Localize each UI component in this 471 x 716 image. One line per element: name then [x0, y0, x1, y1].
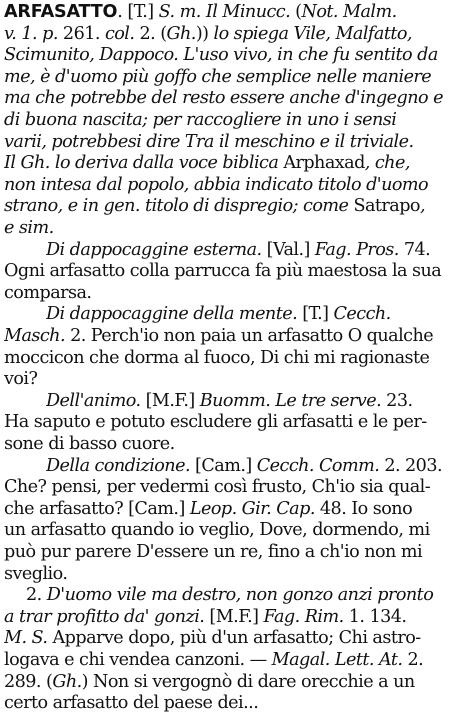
- roman-text: 2. (: [139, 23, 167, 44]
- entry-line: [4, 174, 467, 197]
- italic-text: Di dappocaggine della mente.: [46, 304, 303, 325]
- entry-line: [4, 627, 467, 650]
- italic-text: Masch.: [4, 326, 71, 346]
- roman-text: Satrapo: [353, 196, 420, 217]
- entry-line: [4, 282, 467, 305]
- roman-text: [Cam.]: [195, 455, 257, 476]
- entry-line: [4, 519, 467, 542]
- entry-line: [46, 455, 467, 478]
- italic-text: S. m. Il Minucc.: [158, 2, 296, 22]
- italic-text: Magal. Lett. At.: [271, 650, 408, 670]
- roman-text: certo arfasatto del paese dei...: [4, 693, 259, 714]
- italic-text: Fag. Pros.: [314, 239, 404, 260]
- roman-text: 2. Perch'io non paia un arfasatto O qualche: [70, 326, 434, 346]
- roman-text: può pur parere D'essere un re, fino a ch'io non mi: [4, 542, 423, 562]
- roman-text: Arphaxad: [283, 153, 365, 174]
- entry-line: [4, 131, 467, 154]
- roman-text: un arfasatto quando io veglio, Dove, dormendo, mi: [4, 520, 430, 541]
- italic-text: M. S.: [4, 628, 53, 649]
- italic-text: non intesa dal popolo, abbia indicato titolo d'uomo: [4, 174, 429, 195]
- roman-text: )): [195, 23, 214, 44]
- entry-line: [4, 563, 467, 586]
- entry-line: [4, 109, 467, 132]
- italic-text: di buona nascita; per raccogliere in uno i sensi: [4, 110, 397, 130]
- roman-text: comparsa.: [4, 282, 92, 303]
- italic-text: col.: [104, 23, 140, 44]
- entry-line: [46, 239, 467, 262]
- italic-text: ,: [419, 196, 426, 217]
- entry-line: [4, 347, 467, 370]
- entry-line: [46, 303, 467, 326]
- entry-line: [4, 66, 467, 89]
- italic-text: Buomm. Le tre serve.: [199, 390, 387, 411]
- italic-text: Gh.: [166, 23, 196, 44]
- roman-text: 1. 134.: [348, 606, 407, 627]
- italic-text: Leop. Gir. Cap.: [189, 498, 320, 519]
- roman-text: Ogni arfasatto colla parrucca fa più maestosa la sua: [4, 261, 442, 282]
- entry-line: [4, 325, 467, 348]
- entry-line: [4, 23, 467, 46]
- roman-text: 23.: [386, 390, 413, 411]
- entry-line: [4, 649, 467, 672]
- entry-line: [4, 498, 467, 521]
- roman-text: 74.: [403, 239, 431, 260]
- entry-line: [4, 433, 467, 456]
- entry-line: [46, 390, 467, 413]
- entry-line: [4, 217, 467, 240]
- roman-text: Che? pensi, per vedermi così frusto, Ch'io sia qual-: [4, 477, 431, 498]
- entry-line: [26, 584, 467, 607]
- italic-text: me, è d'uomo più goffo che semplice nelle maniere: [4, 66, 432, 87]
- entry-line: [4, 152, 467, 175]
- italic-text: varii, potrebbesi dire Tra il meschino e il triviale.: [4, 131, 414, 152]
- entry-line: [4, 44, 467, 67]
- entry-line: [4, 195, 467, 218]
- entry-line: [4, 1, 467, 24]
- roman-text: sone di basso cuore.: [4, 434, 175, 454]
- entry-line: [4, 368, 467, 391]
- italic-text: Di dappocaggine esterna.: [46, 239, 267, 260]
- roman-text: 2. 203.: [384, 455, 443, 476]
- roman-text: [M.F.]: [209, 606, 264, 627]
- italic-text: Fag. Rim.: [263, 606, 349, 627]
- entry-line: [4, 671, 467, 694]
- italic-text: Cecch. Comm.: [256, 455, 385, 476]
- italic-text: strano, e in gen. titolo di dispregio; come: [4, 196, 354, 217]
- roman-text: moccicon che dorma al fuoco, Di chi mi ragionaste: [4, 347, 430, 368]
- italic-text: a trar profitto da' gonzi.: [4, 606, 210, 627]
- italic-text: e sim.: [4, 218, 54, 238]
- roman-text: ) Non si vergognò di dare orecchie a un: [81, 671, 415, 692]
- roman-text: voi?: [4, 369, 38, 390]
- roman-text: [M.F.]: [145, 390, 200, 411]
- roman-text: . [T.]: [117, 2, 159, 22]
- italic-text: ma che potrebbe del resto essere anche d'ingegno e: [4, 88, 443, 109]
- entry-line: [4, 541, 467, 564]
- italic-text: Cecch.: [333, 304, 391, 325]
- roman-text: 48. Io sono: [319, 498, 413, 519]
- roman-text: [T.]: [302, 304, 334, 325]
- italic-text: Dell'animo.: [46, 390, 146, 411]
- roman-text: 289. (: [4, 671, 53, 692]
- roman-text: 2.: [26, 585, 47, 606]
- entry-line: [4, 606, 467, 629]
- italic-text: Not. Malm.: [301, 2, 397, 22]
- roman-text: Apparve dopo, più d'un arfasatto; Chi astro-: [52, 628, 421, 649]
- entry-headword: ARFASATTO: [4, 2, 118, 22]
- entry-line: [4, 476, 467, 499]
- roman-text: (: [295, 2, 302, 22]
- roman-text: Ha saputo e potuto escludere gli arfasatti e le per-: [4, 412, 427, 433]
- roman-text: 261.: [62, 23, 105, 44]
- italic-text: , che,: [364, 153, 410, 174]
- italic-text: Della condizione.: [46, 455, 196, 476]
- entry-line: [4, 87, 467, 110]
- entry-line: [4, 260, 467, 283]
- italic-text: D'uomo vile ma destro, non gonzo anzi pronto: [46, 585, 434, 606]
- roman-text: che arfasatto? [Cam.]: [4, 498, 190, 519]
- roman-text: 2.: [407, 650, 424, 670]
- italic-text: lo spiega Vile, Malfatto,: [213, 23, 412, 44]
- italic-text: Scimunito, Dappoco. L'uso vivo, in che fu sentito da: [4, 45, 438, 66]
- italic-text: Gh.: [52, 671, 82, 692]
- entry-line: [4, 411, 467, 434]
- italic-text: Il Gh. lo deriva dalla voce biblica: [4, 153, 284, 174]
- roman-text: sveglio.: [4, 563, 68, 584]
- roman-text: [Val.]: [266, 239, 315, 260]
- italic-text: v. 1. p.: [4, 23, 63, 44]
- roman-text: logava e chi vendea canzoni. —: [4, 650, 272, 670]
